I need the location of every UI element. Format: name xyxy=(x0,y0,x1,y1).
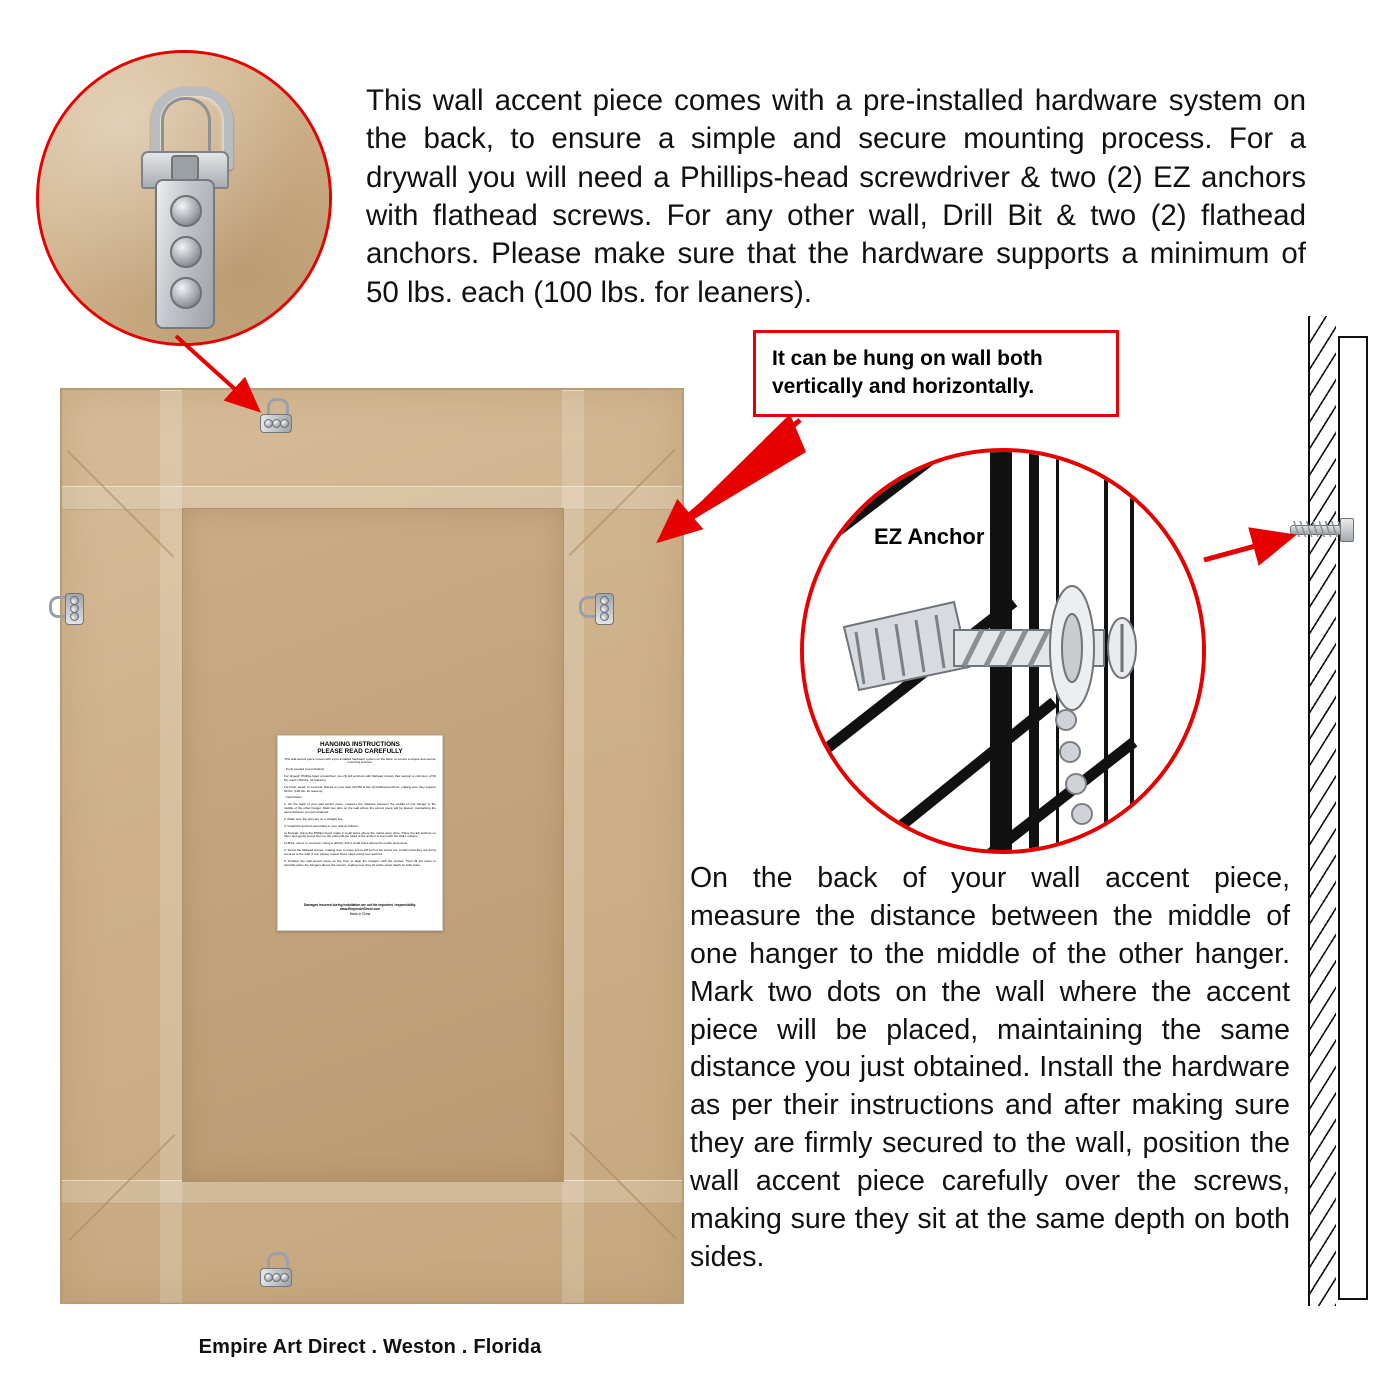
d-ring-plate xyxy=(260,414,292,433)
screw-hole-icon xyxy=(600,604,609,613)
hanger-zoom-circle xyxy=(36,50,332,346)
orientation-callout: It can be hung on wall both vertically and horizontally. xyxy=(753,330,1119,417)
anchor-to-wall-arrow xyxy=(1204,536,1292,560)
screw-hole-icon xyxy=(600,596,609,605)
sticker-website: www.EmpireArtDirect.com xyxy=(339,907,381,912)
sticker-title-line2: PLEASE READ CAREFULLY xyxy=(317,748,403,756)
sticker-instructions-heading: - Instructions: xyxy=(284,795,303,800)
sticker-step-3a: a) Drywall: Using the Phillips head, make 2 small holes where the marks were done. Place the EZ anchors on them and gently screw them to the wall until the head of the anchor is even with the wall's surface. xyxy=(284,830,436,839)
sticker-step-3b: b) Brick, wood, or concrete: Using a drill bit, drill 2 small holes where the marks were done. xyxy=(284,841,409,846)
ez-anchor-zoom-circle xyxy=(800,448,1206,854)
screw-head xyxy=(1340,518,1354,542)
frame-hanger-left xyxy=(49,593,109,627)
frame-hanger-right xyxy=(579,593,639,627)
wall-board xyxy=(1338,336,1368,1300)
footer-brand: Empire Art Direct . Weston . Florida xyxy=(198,1336,542,1358)
sticker-step-1: 1. On the back of your wall accent piece, measure the distance between the middle of one hanger to the middle of the other hanger. Mark two dots on the wall where the accent piece will be placed, maintaining the same distance you just obtained. xyxy=(284,802,436,814)
sticker-title-line1: HANGING INSTRUCTIONS xyxy=(320,741,400,748)
d-ring-plate xyxy=(65,593,84,625)
sticker-footer xyxy=(278,903,442,916)
tape-strip xyxy=(62,1180,682,1204)
screw-hole-icon xyxy=(170,195,202,227)
wall-hatching xyxy=(1310,316,1336,1306)
d-ring-hanger-icon xyxy=(135,87,231,327)
screw-hole-icon xyxy=(280,1273,289,1282)
d-ring-plate xyxy=(155,179,215,329)
intro-paragraph: This wall accent piece comes with a pre-installed hardware system on the back, to ensure a simple and secure mounting process. For a drywall you will need a Phillips-head screwdriver & two (2) EZ anchors with flathead screws. For any other wall, Drill Bit & two (2) flathead anchors. Please make sure that the hardware supports a minimum of 50 lbs. each (100 lbs. for leaners). xyxy=(366,84,1306,309)
hanging-instructions-sticker xyxy=(277,735,443,931)
installed-anchor-screw xyxy=(1290,512,1360,546)
screw-hole-icon xyxy=(70,612,79,621)
screw-hole-icon xyxy=(170,277,202,309)
sticker-step-2: 2. Make sure the dots are on a straight line. xyxy=(284,816,344,821)
tape-strip xyxy=(160,390,182,1304)
sticker-step-4: 4. Screw the flathead screws, making sure to leave 1/4-to-1/8 inch of the screw out. Confirm that they are firmly secured to the wall. If not, please repeat these steps using new anchors. xyxy=(284,848,437,857)
sticker-tools-drywall: For drywall: Phillips-head screwdriver, two (2) EZ anchors with flathead screws that support a minimum of 50 lbs. each (100 lbs. for leaners). xyxy=(284,773,436,782)
sticker-tools-other: For brick, wood, or concrete: Based on your wall, Drill Bit & two (2) flathead anchors, making sure they support 50 lbs. (100 lbs. for leaners). xyxy=(284,784,436,793)
d-ring-plate xyxy=(260,1268,292,1287)
sticker-subtitle: This wall accent piece comes with a pre-installed hardware system on the back, to ensure a simple and secure mounting process. xyxy=(284,756,436,765)
callout-tail xyxy=(666,414,806,536)
screw-threads xyxy=(1292,521,1342,537)
d-ring-plate xyxy=(595,593,614,625)
screw-hole-icon xyxy=(600,612,609,621)
ez-anchor-label: EZ Anchor xyxy=(874,524,985,549)
sticker-step-5: 5. Position the wall accent piece on the floor to align the hangers with the screws. Then lift the piece to carefully place the hangers above the screws, making sure they sit at the same depth on both sides. xyxy=(284,858,436,867)
frame-hanger-bottom xyxy=(258,1252,292,1312)
screw-hole-icon xyxy=(70,596,79,605)
tape-strip xyxy=(562,390,584,1304)
frame-hanger-top xyxy=(258,398,292,458)
sticker-origin: Made in China xyxy=(349,911,371,916)
ez-anchor-illustration xyxy=(804,452,1202,850)
wall-cross-section xyxy=(1308,316,1374,1306)
tape-strip xyxy=(62,486,682,510)
measuring-paragraph: On the back of your wall accent piece, measure the distance between the middle of one hanger to the middle of the other hanger. Mark two dots on the wall where the accent piece will be placed, maintaining the same distance you just obtained. Install the hardware as per their instructions and after making sure they are firmly secured to the wall, position the wall accent piece carefully over the screws, making sure they sit at the same depth on both sides. xyxy=(690,862,1290,1273)
screw-hole-icon xyxy=(280,419,289,428)
sticker-step-3: 3. Install the anchors according to your wall as follows: xyxy=(284,823,359,828)
screw-hole-icon xyxy=(170,236,202,268)
screw-hole-icon xyxy=(70,604,79,613)
sticker-disclaimer: Damages incurred during installation are not the importers' responsibility. xyxy=(303,903,417,908)
d-ring-saddle-notch xyxy=(171,155,199,181)
sticker-tools-heading: - Tools needed (not included) xyxy=(284,767,324,772)
